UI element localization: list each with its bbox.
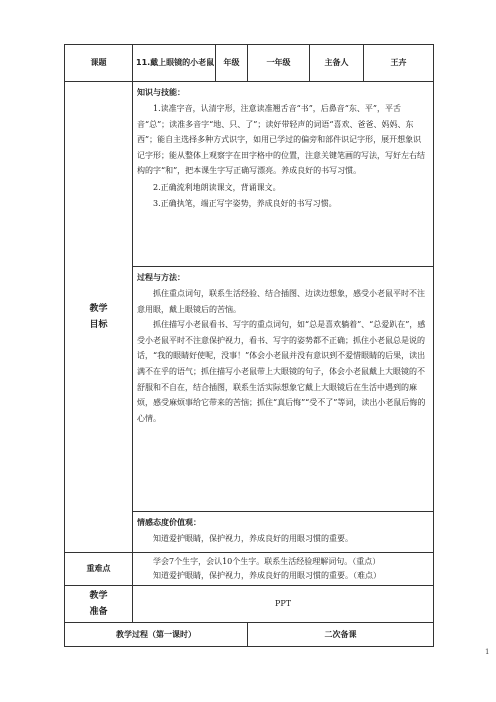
preparation-row [65,586,434,623]
process-para-1: 抓住重点词句，联系生活经验、结合插图、边读边想象，感受小老鼠平时不注意用眼，戴上眼镜后的苦恼。 [137,289,425,314]
key-points-line-1: 学会7个生字，会认10个生字。联系生活经验理解词句。（重点） [153,557,381,566]
knowledge-para-3: 3.正确执笔，端正写字姿势，养成良好的书写习惯。 [153,199,337,209]
preparation-label-text: 教学准备 [89,591,108,617]
second-prep-label: 二次备课 [248,623,434,647]
knowledge-row [65,82,434,267]
process-section [133,267,434,512]
knowledge-section [133,82,434,267]
objectives-label-text: 教学目标 [89,304,108,330]
preparation-label [65,586,133,623]
objectives-label [65,82,133,553]
header-row [65,45,434,82]
knowledge-title: 知识与技能： [137,88,185,97]
course-title: 11.戴上眼镜的小老鼠 [133,45,216,82]
teacher-label: 主备人 [310,45,364,82]
footer-row [65,623,434,647]
key-points-section [133,553,434,586]
grade-label: 年级 [216,45,248,82]
key-points-label: 重难点 [65,553,133,586]
process-title: 过程与方法： [137,273,185,282]
process-para-2: 抓住描写小老鼠看书、写字的重点词句，如“总是喜欢躺着”、“总爱趴在”，感受小老鼠平时不注意保护视力，看书、写字的姿势都不正确；抓住小老鼠总是说的话，“我的眼睛好使呢，没事！”体会小老鼠并没有意识到不爱惜眼睛的后果，读出满不在乎的语气；抓住描写小老鼠带上大眼镜的句子，体会小老鼠戴上大眼镜的不舒服和不自在，结合插图，联系生活实际想象它戴上大眼镜后在生活中遇到的麻烦，感受麻烦事给它带来的苦恼；抓住“真后悔”“受不了”等词，读出小老鼠后悔的心情。 [137,320,426,423]
attitude-para-1: 知道爱护眼睛，保护视力，养成良好的用眼习惯的重要。 [153,534,353,543]
knowledge-para-1: 1.读准字音，认清字形，注意读准翘舌音“书”，后鼻音“东、平”，平舌音“总”；读准多音字“地、只、了”；读好带轻声的词语“喜欢、爸爸、妈妈、东西”；能自主选择多种方式识字，如用已学过的偏旁和部件识记字形，展开想象识记字形；能从整体上观察字在田字格中的位置，注意关键笔画的写法，写好左右结构的字“和”，把本课生字写正确写漂亮。养成良好的书写习惯。 [137,104,425,176]
attitude-title: 情感态度价值观： [137,518,201,527]
preparation-value: PPT [133,586,434,623]
lesson-plan-table [64,44,434,647]
process-column-label: 教学过程（第一课时） [65,623,248,647]
knowledge-para-2: 2.正确流利地朗读课文，背诵课文。 [153,182,281,192]
key-points-line-2: 知道爱护眼睛，保护视力，养成良好的用眼习惯的重要。（难点） [153,571,381,580]
teacher-value: 王卉 [364,45,434,82]
grade-value: 一年级 [248,45,310,82]
page-number: 1 [485,648,490,656]
course-label: 课题 [65,45,133,82]
key-points-row [65,553,434,586]
attitude-section [133,512,434,553]
